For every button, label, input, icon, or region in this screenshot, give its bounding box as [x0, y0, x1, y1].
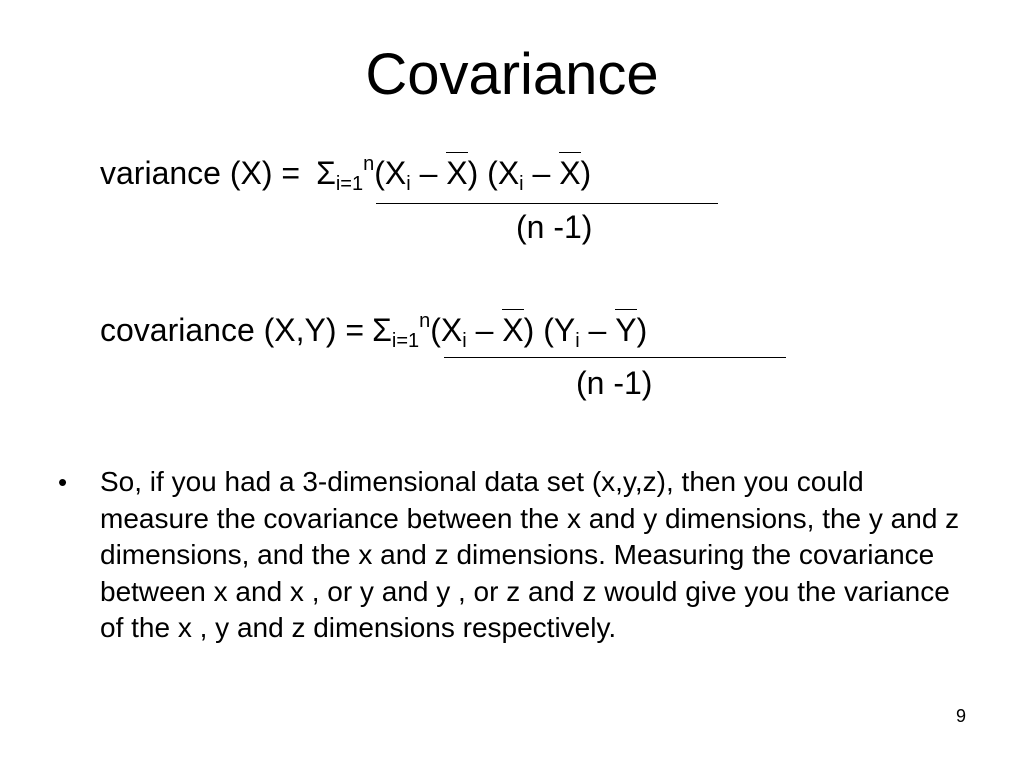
- formula-part: –: [523, 155, 560, 191]
- covariance-lhs: covariance (X,Y) =: [100, 312, 365, 348]
- sum-upper-limit: n: [419, 310, 431, 332]
- mean-y-bar: Y: [615, 312, 637, 348]
- formula-part: –: [466, 312, 503, 348]
- variance-lhs: variance (X) =: [100, 155, 301, 191]
- index-subscript: i: [406, 173, 411, 195]
- slide-title: Covariance: [365, 42, 659, 107]
- sigma-symbol: Σ: [372, 312, 392, 348]
- bullet-text: So, if you had a 3-dimensional data set (x,y,z), then you could measure the covariance between the x and y dimensions, the y and z dimensions, and the x and z dimensions. Measuring the covariance between x and x , or y and y , or z and z would give you the variance of the x , y and z dimensions respectively.: [100, 466, 960, 644]
- covariance-fraction-rule: [444, 357, 786, 358]
- index-subscript: i: [462, 330, 467, 352]
- sigma-symbol: Σ: [316, 155, 336, 191]
- sum-lower-limit: i=1: [391, 330, 420, 352]
- mean-x-bar: X: [559, 155, 581, 191]
- formula-part: ): [580, 155, 592, 191]
- mean-x-bar: X: [446, 155, 468, 191]
- formula-part: ) (X: [467, 155, 520, 191]
- index-subscript: i: [575, 330, 580, 352]
- mean-x-bar: X: [502, 312, 524, 348]
- formula-part: (X: [430, 312, 463, 348]
- covariance-formula: [100, 310, 647, 350]
- formula-part: (X: [374, 155, 407, 191]
- index-subscript: i: [519, 173, 524, 195]
- formula-part: ): [636, 312, 648, 348]
- covariance-denominator: (n -1): [576, 365, 653, 401]
- bullet-marker: •: [58, 467, 68, 497]
- sum-upper-limit: n: [363, 153, 375, 175]
- formula-part: ) (Y: [523, 312, 576, 348]
- sum-lower-limit: i=1: [335, 173, 364, 195]
- formula-part: –: [579, 312, 616, 348]
- variance-denominator: (n -1): [516, 209, 593, 245]
- variance-formula: [100, 153, 591, 193]
- page-number: 9: [955, 706, 966, 726]
- variance-fraction-rule: [376, 203, 718, 204]
- formula-part: –: [410, 155, 447, 191]
